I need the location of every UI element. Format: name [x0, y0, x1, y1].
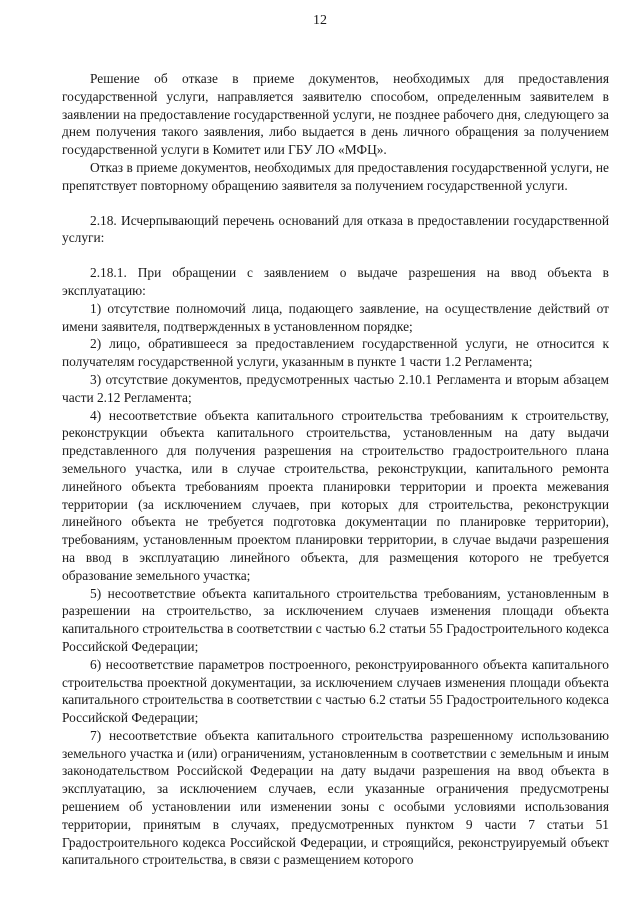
paragraph-refusal-decision: Решение об отказе в приеме документов, необходимых для предоставления государственной услуги, направляется заявителю способом, определенным заявителем в заявлении на предоставление государственной услуги, не позднее рабочего дня, следующего за днем получения такого заявления, либо выдается в день личного обращения за получением государственной услуги в Комитет или ГБУ ЛО «МФЦ». [62, 71, 609, 158]
section-heading-2-18: 2.18. Исчерпывающий перечень оснований для отказа в предоставлении государственной услуги: [62, 212, 609, 246]
spacer [62, 195, 609, 212]
list-item-7: 7) несоответствие объекта капитального строительства разрешенному использованию земельного участка и (или) ограничениям, установленным в соответствии с земельным и иным законодательством Российской Федерации на дату выдачи разрешения на ввод объекта в эксплуатацию, за исключением случаев, если указанные ограничения предусмотрены решением об установлении или изменении зоны с особыми условиями использования территории, принятым в случаях, предусмотренных пунктом 9 части 7 статьи 51 Градостроительного кодекса Российской Федерации, и строящийся, реконструируемый объект капитального строительства, в связи с размещением которого [62, 727, 609, 868]
list-item-6: 6) несоответствие параметров построенного, реконструированного объекта капитального строительства проектной документации, за исключением случаев изменения площади объекта капитального строительства в соответствии с частью 6.2 статьи 55 Градостроительного кодекса Российской Федерации; [62, 656, 609, 726]
page-number: 12 [313, 13, 327, 28]
subsection-2-18-1: 2.18.1. При обращении с заявлением о выдаче разрешения на ввод объекта в эксплуатацию: [62, 265, 609, 298]
list-item-4: 4) несоответствие объекта капитального строительства требованиям к строительству, реконструкции объекта капитального строительства, установленным на дату выдачи представленного для получения разрешения на строительство градостроительного плана земельного участка, или в случае строительства, реконструкции, капитального ремонта линейного объекта требованиям проекта планировки территории и проекта межевания территории (за исключением случаев, при которых для строительства, реконструкции линейного объекта не требуется подготовка документации по планировке территории), требованиям, установленным проектом планировки территории, в случае выдачи разрешения на ввод в эксплуатацию линейного объекта, для размещения которого не требуется образование земельного участка; [62, 407, 609, 583]
paragraph-refusal-no-obstacle: Отказ в приеме документов, необходимых для предоставления государственной услуги, не препятствует повторному обращению заявителя за получением государственной услуги. [62, 159, 609, 193]
document-body [62, 70, 609, 869]
list-item-2: 2) лицо, обратившееся за предоставлением государственной услуги, не относится к получателям государственной услуги, указанным в пункте 1 части 1.2 Регламента; [62, 336, 609, 370]
list-item-3: 3) отсутствие документов, предусмотренных частью 2.10.1 Регламента и вторым абзацем части 2.12 Регламента; [62, 371, 609, 405]
spacer [62, 247, 609, 264]
list-item-1: 1) отсутствие полномочий лица, подающего заявление, на осуществление действий от имени заявителя, подтвержденных в установленном порядке; [62, 300, 609, 334]
list-item-5: 5) несоответствие объекта капитального строительства требованиям, установленным в разрешении на строительство, за исключением случаев изменения площади объекта капитального строительства в соответствии с частью 6.2 статьи 55 Градостроительного кодекса Российской Федерации; [62, 585, 609, 654]
